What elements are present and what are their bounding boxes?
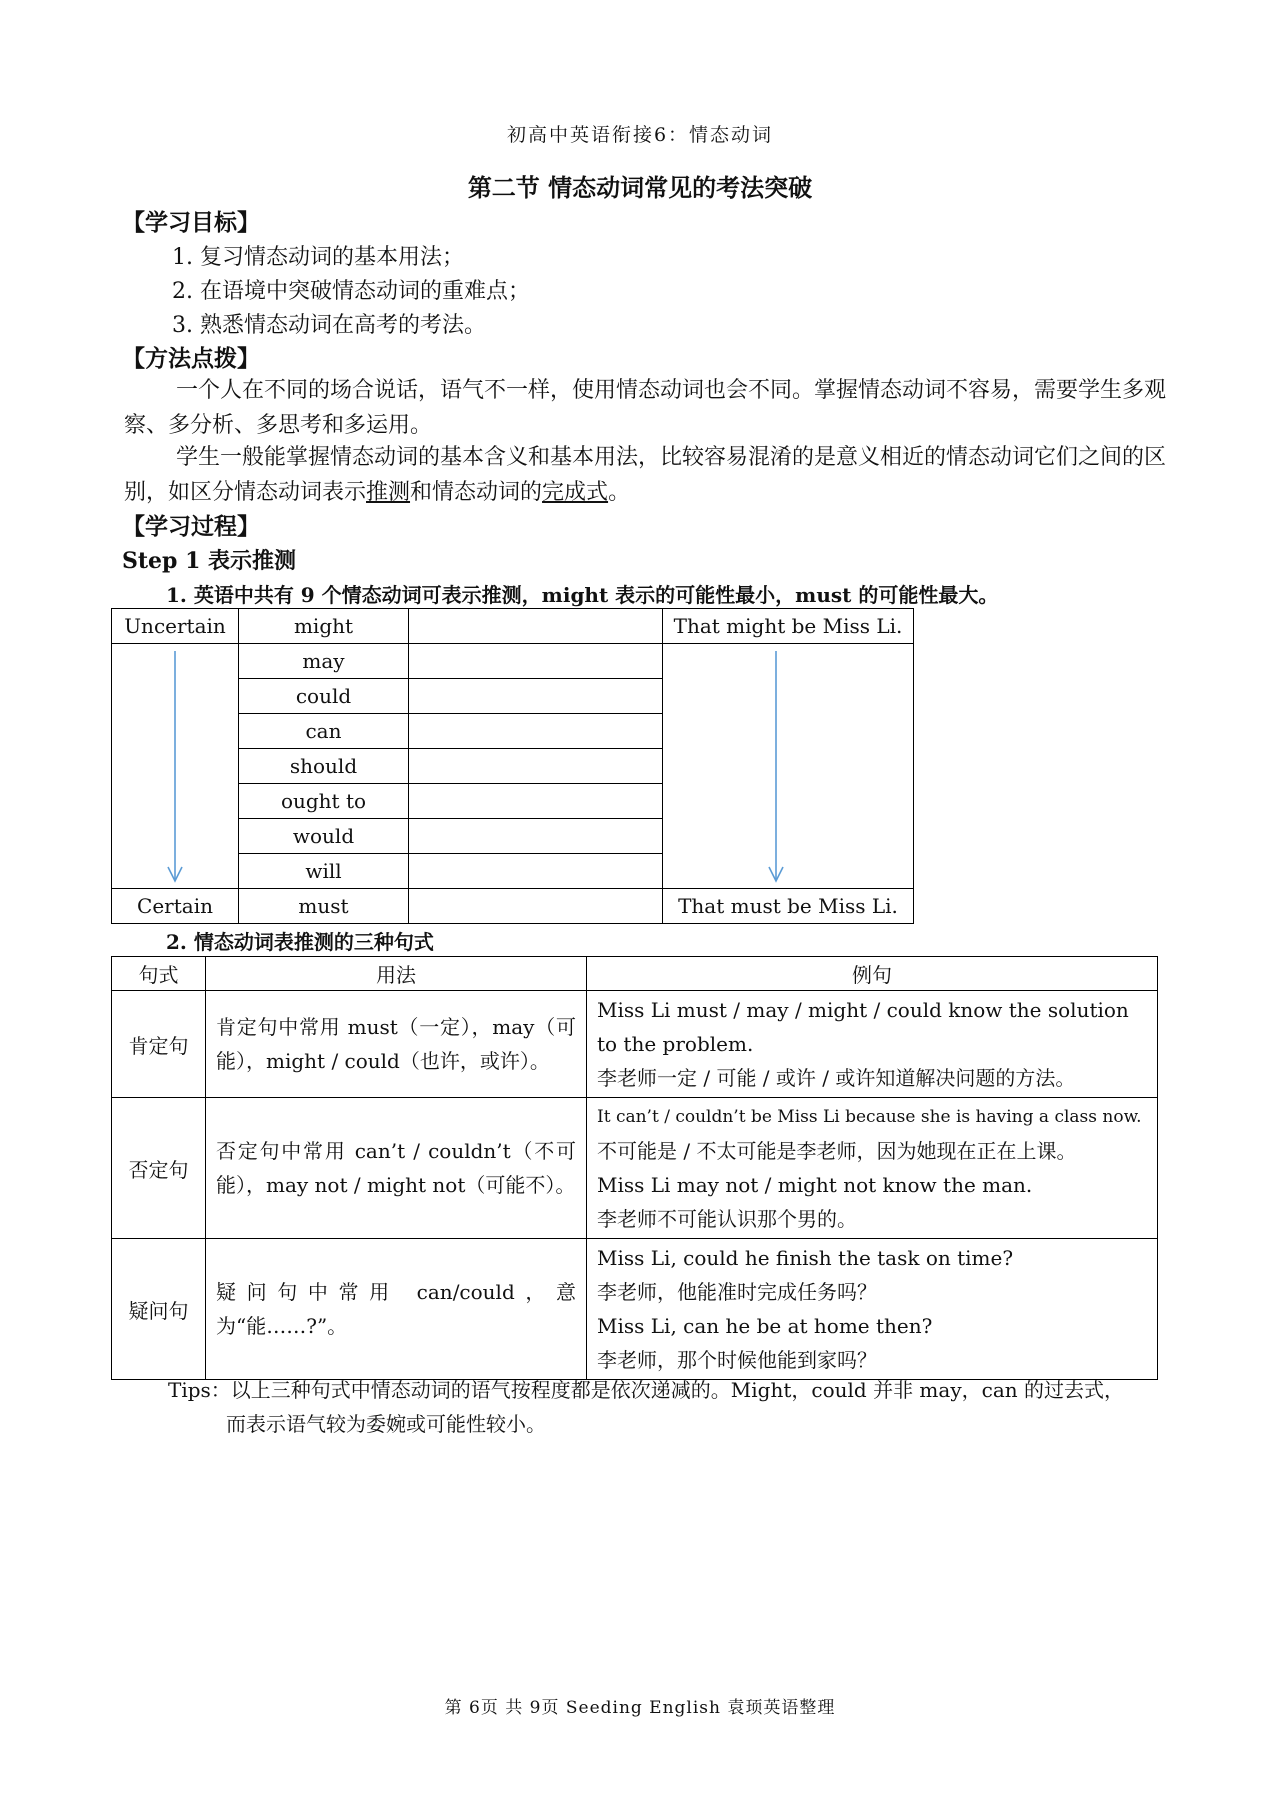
goal-item-3: 3. 熟悉情态动词在高考的考法。 — [172, 313, 486, 338]
table-row — [112, 1239, 1158, 1380]
step-1-heading: Step 1 表示推测 — [122, 548, 297, 574]
row-usage: 肯定句中常用 must（一定），may（可能），might / could（也许，或许）。 — [206, 991, 587, 1098]
row-type: 疑问句 — [112, 1239, 206, 1380]
row-usage: 否定句中常用 can’t / couldn’t（不可能），may not / might not（可能不）。 — [206, 1098, 587, 1239]
row-usage: 疑问句中常用 can/could，意为“能……?”。 — [206, 1239, 587, 1380]
section-title: 第二节 情态动词常见的考法突破 — [467, 173, 813, 202]
method-heading: 【方法点拨】 — [122, 345, 260, 372]
inference-sentence-table — [111, 956, 1158, 1380]
modal-certainty-table — [111, 608, 914, 924]
modal-verb-must: must — [298, 894, 349, 918]
table-row — [112, 1098, 1158, 1239]
goal-item-2: 2. 在语境中突破情态动词的重难点； — [172, 279, 530, 304]
example-must: That must be Miss Li. — [678, 894, 898, 918]
header-type: 句式 — [112, 957, 206, 991]
row-examples: Miss Li, could he finish the task on time? 李老师，他能准时完成任务吗？ Miss Li, can he be at home then? 李老师，那个时候他能到家吗？ — [587, 1239, 1158, 1380]
document-subtitle: 初高中英语衔接6：情态动词 — [506, 124, 774, 146]
goals-heading: 【学习目标】 — [122, 209, 260, 236]
page-footer: 第 6页 共 9页 Seeding English 袁顼英语整理 — [444, 1698, 836, 1718]
modal-verb-should: should — [289, 754, 358, 778]
uncertain-label: Uncertain — [124, 614, 226, 638]
example-might: That might be Miss Li. — [673, 614, 903, 638]
modal-verb-can: can — [305, 719, 342, 743]
modal-verb-might: might — [293, 614, 354, 638]
table-row — [112, 991, 1158, 1098]
subsection-1-heading: 1. 英语中共有 9 个情态动词可表示推测，might 表示的可能性最小，must 的可能性最大。 — [166, 583, 999, 607]
modal-verb-would: would — [292, 824, 355, 848]
modal-verb-could: could — [295, 684, 352, 708]
modal-verb-will: will — [305, 859, 342, 883]
row-type: 否定句 — [112, 1098, 206, 1239]
down-arrow-icon — [165, 649, 185, 885]
underlined-term-inference: 推测 — [366, 480, 411, 505]
header-example: 例句 — [587, 957, 1158, 991]
modal-verb-may: may — [302, 649, 345, 673]
process-heading: 【学习过程】 — [122, 513, 260, 540]
row-type: 肯定句 — [112, 991, 206, 1098]
tips-note: Tips：以上三种句式中情态动词的语气按程度都是依次递减的。Might，could 并非 may，can 的过去式， 而表示语气较为委婉或可能性较小。 — [168, 1378, 1124, 1436]
modal-verb-ought-to: ought to — [280, 789, 367, 813]
method-paragraph-2: 学生一般能掌握情态动词的基本含义和基本用法，比较容易混淆的是意义相近的情态动词它们之间的区别，如区分情态动词表示推测和情态动词的完成式。 — [124, 445, 1167, 505]
underlined-term-perfect: 完成式 — [542, 480, 609, 505]
header-usage: 用法 — [206, 957, 587, 991]
row-examples: It can’t / couldn’t be Miss Li because she is having a class now. 不可能是 / 不太可能是李老师，因为她现在正在上课。 Miss Li may not / might not know the man. 李老师不可能认识那个男的。 — [587, 1098, 1158, 1239]
goal-item-1: 1. 复习情态动词的基本用法； — [172, 245, 464, 270]
subsection-2-heading: 2. 情态动词表推测的三种句式 — [166, 930, 434, 954]
table-header-row — [112, 957, 1158, 991]
row-examples: Miss Li must / may / might / could know the solution to the problem. 李老师一定 / 可能 / 或许 / 或许知道解决问题的方法。 — [587, 991, 1158, 1098]
certain-label: Certain — [137, 894, 213, 918]
down-arrow-icon — [766, 649, 786, 885]
method-paragraph-1: 一个人在不同的场合说话，语气不一样，使用情态动词也会不同。掌握情态动词不容易，需要学生多观察、多分析、多思考和多运用。 — [124, 378, 1167, 438]
